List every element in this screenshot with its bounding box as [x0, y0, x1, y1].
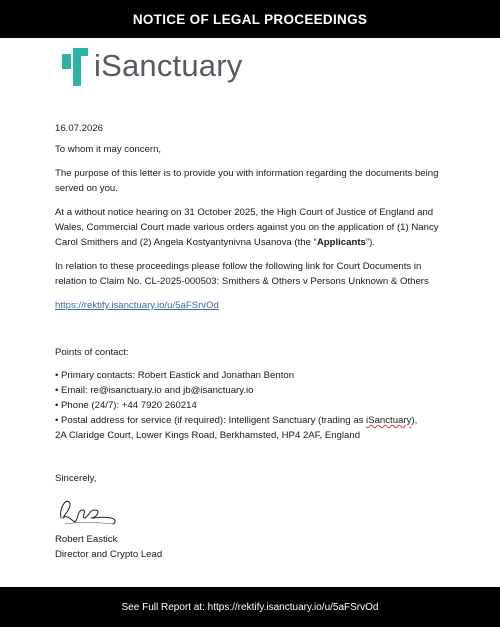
letter-body — [55, 121, 455, 562]
signer-name: Robert Eastick — [55, 534, 118, 545]
paragraph-purpose: The purpose of this letter is to provide you with information regarding the documents being served on you. — [55, 168, 439, 194]
contact-primary: • Primary contacts: Robert Eastick and Jonathan Benton — [55, 370, 295, 381]
logo-wordmark: iSanctuary — [94, 48, 243, 83]
postal-text-end: ), — [411, 415, 418, 426]
contact-postal — [55, 413, 455, 428]
notice-header-bar — [0, 0, 500, 38]
contact-phone: • Phone (24/7): +44 7920 260214 — [55, 400, 197, 411]
letter-date: 16.07.2026 — [55, 123, 104, 134]
postal-brand: iSanctuary — [366, 415, 412, 426]
letter-greeting: To whom it may concern, — [55, 144, 162, 155]
contacts-list — [55, 368, 455, 443]
signer-title: Director and Crypto Lead — [55, 549, 163, 560]
signature-image — [55, 488, 455, 532]
paragraph-proceedings: In relation to these proceedings please follow the following link for Court Documents in relation to Claim No. CL-2025-000503: Smithers & Others v Persons Unknown & Others — [55, 261, 429, 287]
points-of-contact-title: Points of contact: — [55, 347, 129, 358]
hearing-text-end: ”). — [365, 237, 375, 248]
hearing-text: At a without notice hearing on 31 October 2025, the High Court of Justice of England and Wales, Commercial Court made various orders against you on the application of (1) Nancy Carol Smithers and (2) Angela Kostyantynivna Usanova (the “ — [55, 207, 439, 248]
footer-bar — [0, 587, 500, 627]
isanctuary-logo-icon — [62, 44, 88, 88]
paragraph-hearing — [55, 205, 455, 250]
contact-postal-address: 2A Claridge Court, Lower Kings Road, Berkhamsted, HP4 2AF, England — [55, 430, 361, 441]
letter-closing: Sincerely, — [55, 473, 97, 484]
letter-page — [0, 38, 500, 587]
isanctuary-logo — [62, 44, 242, 88]
notice-title: NOTICE OF LEGAL PROCEEDINGS — [132, 11, 368, 27]
footer-report-link[interactable]: See Full Report at: https://rektify.isanctuary.io/u/5aFSrvOd — [121, 601, 379, 613]
court-documents-link[interactable]: https://rektify.isanctuary.io/u/5aFSrvOd — [55, 300, 219, 311]
postal-text: • Postal address for service (if required): Intelligent Sanctuary (trading as — [55, 415, 367, 426]
contact-email: • Email: re@isanctuary.io and jb@isanctuary.io — [55, 385, 254, 396]
applicants-term: Applicants — [316, 237, 366, 248]
